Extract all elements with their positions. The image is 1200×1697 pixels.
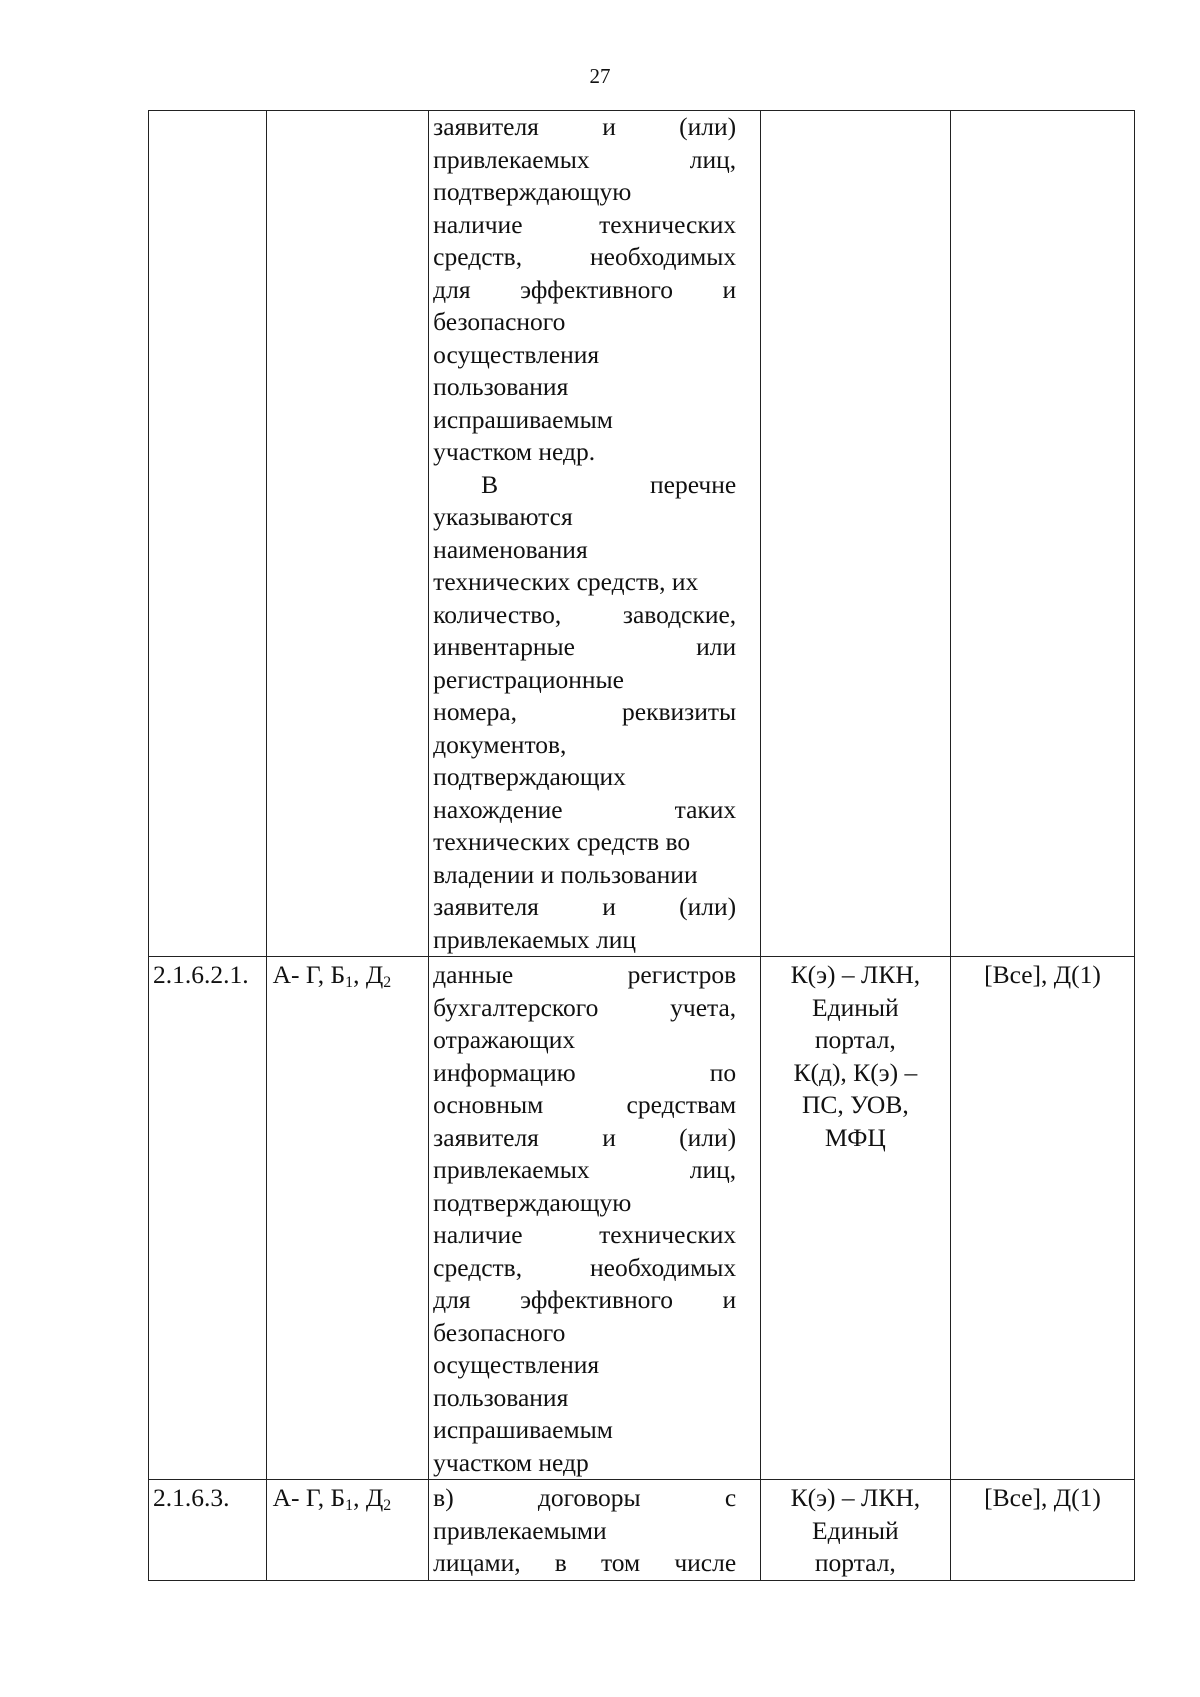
table-row: [149, 1480, 1135, 1581]
description-line: [433, 1547, 736, 1580]
description-word: (или): [679, 1122, 737, 1152]
description-word: привлекаемых лиц: [433, 924, 637, 954]
description-line: [433, 826, 736, 859]
description-word: безопасного: [433, 307, 566, 336]
applicant-category-cell: [266, 111, 429, 957]
description-line: [433, 209, 736, 242]
description-line: [433, 924, 736, 957]
requirements-table: [148, 110, 1135, 1581]
description-word: технических: [599, 209, 737, 239]
description-line: [433, 1089, 736, 1122]
description-word: (или): [679, 892, 737, 921]
category-text: А- Г, Б: [272, 1483, 346, 1512]
description-line: [433, 1284, 736, 1317]
row-number-cell: [149, 111, 267, 957]
document-description-cell: [429, 1480, 761, 1581]
condition-cell: [951, 111, 1135, 957]
description-word: для: [433, 1285, 471, 1314]
submission-method-cell: [760, 957, 950, 1480]
row-number: 2.1.6.3.: [153, 1483, 230, 1512]
description-line: [433, 436, 736, 469]
row-number: 2.1.6.2.1.: [153, 960, 249, 989]
description-word: заявителя: [433, 112, 539, 141]
description-word: подтверждающую: [433, 177, 632, 206]
category-text: А- Г, Б: [272, 960, 346, 989]
submission-method-line: портал,: [814, 1025, 896, 1054]
document-description-cell: [429, 111, 761, 957]
description-word: заявителя: [433, 1122, 539, 1152]
description-word: технических: [599, 1220, 737, 1249]
description-line: [433, 1414, 736, 1447]
description-line: [433, 794, 736, 827]
description-line: [433, 891, 736, 924]
description-word: в): [433, 1483, 454, 1512]
description-line: [433, 599, 736, 632]
description-word: владении и пользовании: [433, 859, 698, 889]
description-word: и: [722, 274, 737, 304]
description-word: наличие: [433, 1220, 523, 1249]
description-word: номера,: [433, 697, 517, 726]
table-row: [149, 957, 1135, 1480]
description-word: учета,: [670, 992, 737, 1022]
description-word: документов,: [433, 729, 567, 759]
description-word: в: [554, 1548, 567, 1577]
description-line: [433, 176, 736, 209]
description-line: [433, 534, 736, 567]
submission-method-line: ПС, УОВ,: [801, 1090, 909, 1119]
description-line: [433, 501, 736, 534]
submission-method-line: МФЦ: [824, 1122, 886, 1152]
description-word: подтверждающую: [433, 1187, 632, 1217]
description-line: [433, 404, 736, 437]
condition-text: [Все], Д(1): [984, 960, 1101, 989]
description-word: числе: [674, 1548, 737, 1577]
description-line: [433, 859, 736, 892]
description-line: [433, 664, 736, 697]
submission-method-cell: [760, 1480, 950, 1581]
description-word: и: [602, 892, 616, 921]
description-line: [433, 241, 736, 274]
category-subscript: 1: [345, 973, 354, 991]
submission-method-line: К(э) – ЛКН,: [790, 1483, 921, 1512]
description-word: пользования: [433, 372, 569, 401]
description-line: [433, 631, 736, 664]
description-word: средств,: [433, 1252, 523, 1282]
description-word: указываются: [433, 502, 573, 531]
description-line: [433, 1122, 736, 1155]
description-line: [433, 566, 736, 599]
description-word: привлекаемыми: [433, 1515, 607, 1545]
description-word: или: [696, 632, 737, 661]
applicant-category-cell: [266, 957, 429, 1480]
description-line: [433, 1024, 736, 1057]
category-subscript: 1: [345, 1496, 354, 1514]
description-word: том: [600, 1548, 641, 1577]
description-word: В: [481, 469, 499, 499]
description-line: [433, 761, 736, 794]
table-row: [149, 111, 1135, 957]
description-line: [433, 1252, 736, 1285]
description-word: участком недр: [433, 1447, 589, 1477]
category-text: , Д: [353, 1483, 384, 1512]
description-word: испрашиваемым: [433, 404, 613, 434]
description-word: лиц,: [689, 1155, 737, 1184]
submission-method-cell: [760, 111, 950, 957]
description-word: с: [724, 1483, 737, 1512]
description-word: привлекаемых: [433, 1155, 590, 1184]
description-line: [433, 696, 736, 729]
description-line: [433, 1382, 736, 1415]
description-word: информацию: [433, 1057, 576, 1087]
submission-method-line: портал,: [814, 1548, 896, 1577]
description-word: регистрационные: [433, 664, 624, 694]
submission-method-line: К(д), К(э) –: [793, 1057, 918, 1087]
description-line: [433, 729, 736, 762]
page-number: 27: [589, 64, 611, 88]
description-word: отражающих: [433, 1025, 576, 1054]
description-line: [433, 371, 736, 404]
description-word: и: [602, 1122, 616, 1152]
description-word: необходимых: [590, 242, 737, 271]
description-word: пользования: [433, 1382, 569, 1412]
description-word: эффективного: [520, 1285, 673, 1314]
description-line: [433, 1219, 736, 1252]
description-word: заводские,: [622, 599, 737, 629]
description-word: средств,: [433, 242, 523, 271]
description-line: [433, 959, 736, 992]
description-line: [433, 274, 736, 307]
description-word: испрашиваемым: [433, 1415, 613, 1444]
row-number-cell: [149, 957, 267, 1480]
description-word: осуществления: [433, 339, 600, 369]
description-line: [433, 1482, 736, 1515]
description-line: [433, 1317, 736, 1350]
description-word: нахождение: [433, 794, 563, 824]
description-word: (или): [679, 112, 737, 141]
description-word: и: [602, 112, 616, 141]
description-line: [433, 1057, 736, 1090]
description-word: таких: [674, 794, 737, 824]
description-word: договоры: [537, 1483, 641, 1512]
category-subscript: 2: [383, 1496, 392, 1514]
document-description-cell: [429, 957, 761, 1480]
description-word: для: [433, 274, 471, 304]
description-word: привлекаемых: [433, 144, 590, 174]
description-word: инвентарные: [433, 632, 575, 661]
description-word: лиц,: [689, 144, 737, 174]
row-number-cell: [149, 1480, 267, 1581]
description-word: эффективного: [520, 274, 673, 304]
condition-text: [Все], Д(1): [984, 1483, 1101, 1512]
description-word: бухгалтерского: [433, 992, 599, 1022]
description-word: лицами,: [433, 1548, 521, 1577]
description-word: необходимых: [590, 1252, 737, 1282]
description-line: [433, 469, 736, 502]
applicant-category-cell: [266, 1480, 429, 1581]
description-word: заявителя: [433, 892, 539, 921]
description-line: [433, 992, 736, 1025]
description-word: участком недр.: [433, 437, 596, 466]
category-text: , Д: [353, 960, 384, 989]
submission-method-line: Единый: [812, 1515, 899, 1545]
description-word: средствам: [626, 1090, 737, 1119]
description-word: регистров: [627, 960, 737, 989]
description-word: перечне: [649, 469, 737, 499]
description-line: [433, 339, 736, 372]
description-word: данные: [433, 960, 514, 989]
description-word: безопасного: [433, 1317, 566, 1347]
description-line: [433, 306, 736, 339]
description-word: и: [722, 1285, 737, 1314]
description-word: по: [709, 1057, 737, 1087]
condition-cell: [951, 1480, 1135, 1581]
description-line: [433, 1187, 736, 1220]
submission-method-line: К(э) – ЛКН,: [790, 960, 921, 989]
description-word: наименования: [433, 534, 588, 564]
description-word: осуществления: [433, 1350, 600, 1379]
description-word: реквизиты: [622, 697, 737, 726]
submission-method-line: Единый: [812, 992, 899, 1022]
description-word: технических средств, их: [433, 567, 699, 596]
category-subscript: 2: [383, 973, 392, 991]
description-word: технических средств во: [433, 827, 691, 856]
description-word: количество,: [433, 599, 562, 629]
description-line: [433, 1154, 736, 1187]
description-line: [433, 1447, 736, 1480]
description-line: [433, 1349, 736, 1382]
condition-cell: [951, 957, 1135, 1480]
description-line: [433, 144, 736, 177]
description-line: [433, 1515, 736, 1548]
description-word: основным: [433, 1090, 544, 1119]
description-word: наличие: [433, 209, 523, 239]
description-line: [433, 111, 736, 144]
description-word: подтверждающих: [433, 762, 626, 791]
